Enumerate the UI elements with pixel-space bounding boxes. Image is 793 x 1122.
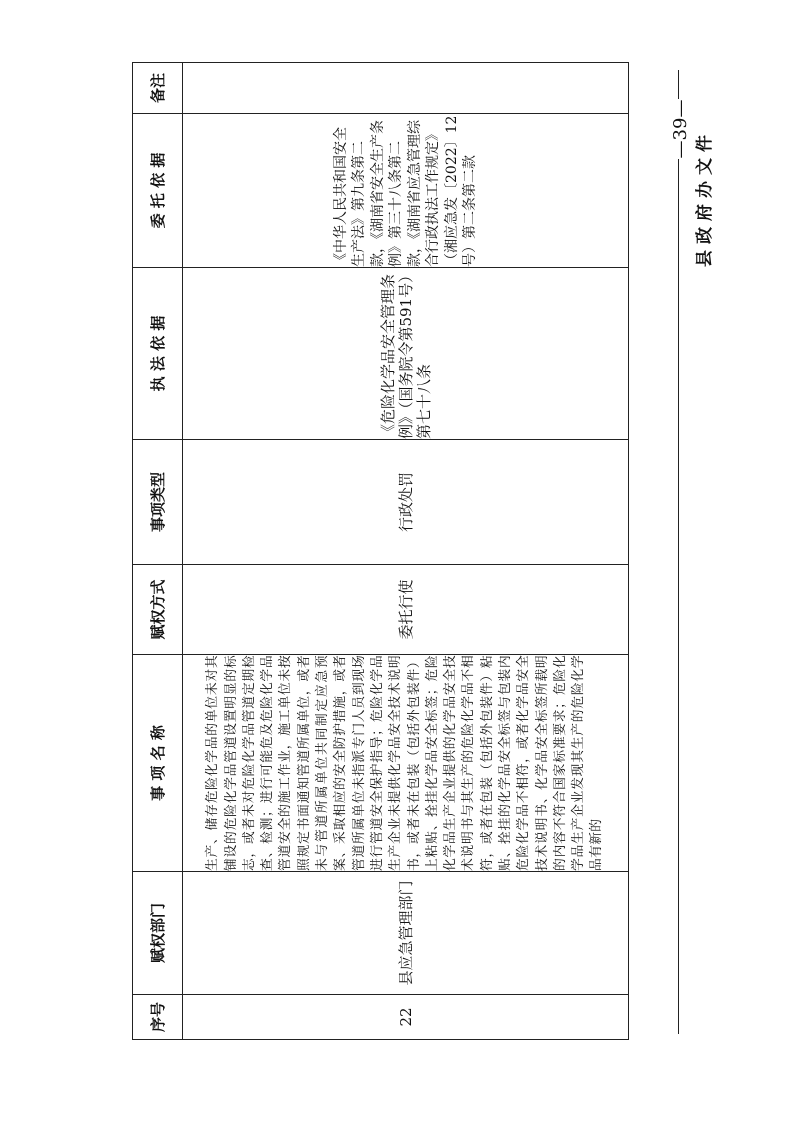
row-enforcement-basis: 《危险化学品安全管理条例》（国务院令第591号）第七十八条 bbox=[183, 268, 629, 440]
table-header-row bbox=[133, 63, 183, 1040]
header-entrust-basis: 委 托 依 据 bbox=[133, 114, 183, 268]
row-item-name: 生产、储存危险化学品的单位未对其铺设的危险化学品管道设置明显的标志，或者未对危险化学品管道定期检查、检测；进行可能危及危险化学品管道安全的施工作业，施工单位未按照规定书面通知管道所属单位，或者未与管道所属单位共同制定应急预案、采取相应的安全防护措施，或者管道所属单位未指派专门人员到现场进行管道安全保护指导；危险化学品生产企业未提供化学品安全技术说明书，或者未在包装（包括外包装件）上粘贴、拴挂化学品安全标签；危险化学品生产企业提供的化学品安全技术说明书与其生产的危险化学品不相符，或者在包装（包括外包装件）粘贴、拴挂的化学品安全标签与包装内危险化学品不相符，或者化学品安全技术说明书、化学品安全标签所载明的内容不符合国家标准要求；危险化学品生产企业发现其生产的危险化学品有新的 bbox=[183, 655, 629, 872]
row-entrust-basis: 《中华人民共和国安全生产法》第九条第二款，《湖南省安全生产条例》第三十八条第二款，《湖南省应急管理综合行政执法工作规定》（湘应急发〔2022〕12号）第二条第二款 bbox=[183, 114, 629, 268]
header-item-name: 事 项 名 称 bbox=[133, 655, 183, 872]
table-row bbox=[183, 63, 629, 1040]
header-seq: 序号 bbox=[133, 995, 183, 1040]
header-method: 赋权方式 bbox=[133, 565, 183, 655]
row-department: 县应急管理部门 bbox=[183, 872, 629, 995]
header-department: 赋权部门 bbox=[133, 872, 183, 995]
authorization-table bbox=[132, 62, 629, 1040]
document-header-title: 县政府办文件 bbox=[695, 129, 715, 267]
header-enforcement-basis: 执 法 依 据 bbox=[133, 268, 183, 440]
header-item-type: 事项类型 bbox=[133, 440, 183, 565]
page-number: —39— bbox=[670, 99, 691, 159]
row-item-type: 行政处罚 bbox=[183, 440, 629, 565]
row-seq: 22 bbox=[183, 995, 629, 1040]
row-method: 委托行使 bbox=[183, 565, 629, 655]
header-remarks: 备注 bbox=[133, 63, 183, 114]
row-remarks bbox=[183, 63, 629, 114]
header-rule bbox=[678, 70, 679, 1034]
